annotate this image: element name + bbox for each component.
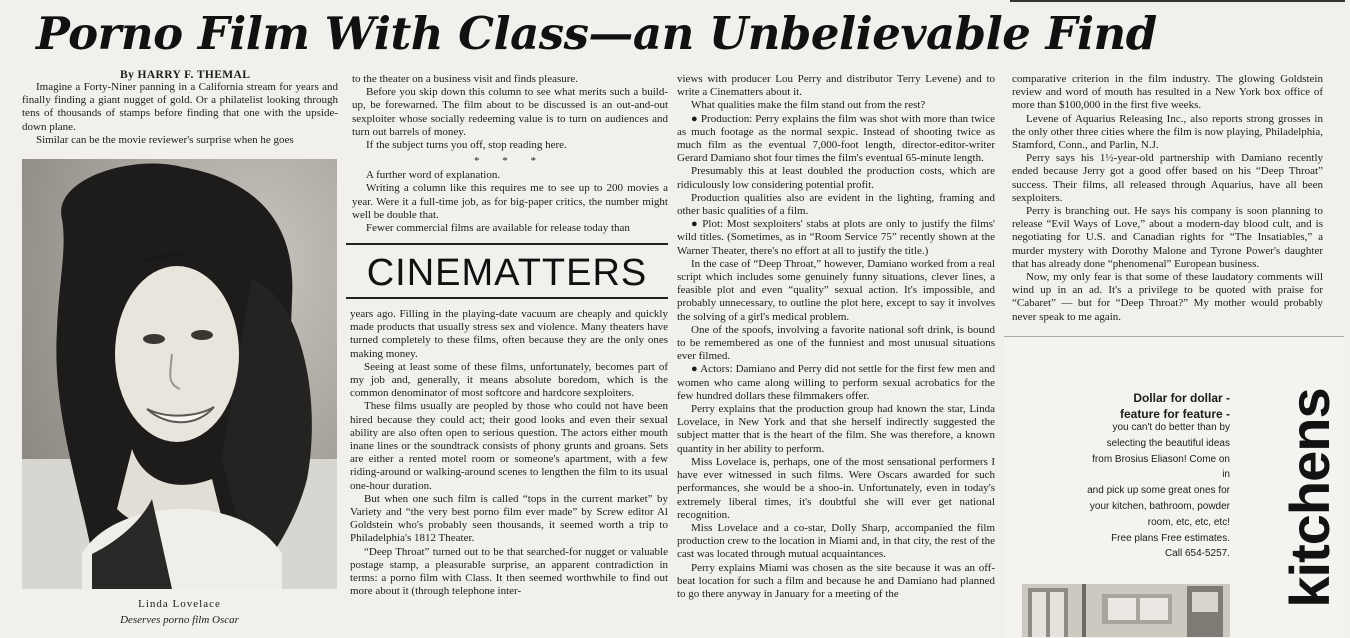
portrait-illustration bbox=[22, 159, 337, 589]
paragraph: comparative criterion in the film industry. The glowing Goldstein review and word of mouth has resulted in a New York box office of more than $100,000 in the first five weeks. bbox=[1012, 73, 1323, 112]
paragraph: Miss Lovelace is, perhaps, one of the most sensational performers I have ever witnessed in such films. Were Oscars awarded for such performances, she would be a shoo-in. Unfortunately, even in today's extremely liberal times, it's doubtful she will ever get national recognition. bbox=[677, 455, 995, 521]
paragraph: Seeing at least some of these films, unfortunately, becomes part of my job and, generally, it means absolute boredom, which is the common denominator of most softcore and hardcore sexploiters. bbox=[350, 360, 668, 400]
headline: Porno Film With Class—an Unbelievable Find bbox=[36, 7, 1157, 60]
article-column-1 bbox=[22, 81, 338, 147]
ad-line: room, etc, etc, etc! bbox=[1147, 516, 1230, 528]
paragraph: Production qualities also are evident in the lighting, framing and other basic qualities of a film. bbox=[677, 191, 995, 218]
paragraph: If the subject turns you off, stop reading here. bbox=[366, 139, 567, 152]
paragraph: Perry says his 1½-year-old partnership with Damiano recently ended because Jerry got a good offer based on his “Deep Throat” success. Their films, all released through Aquarius, have all been sexploiters. bbox=[1012, 152, 1323, 204]
paragraph: views with producer Lou Perry and distributor Terry Levene) and to write a Cinematters about it. bbox=[677, 73, 995, 99]
paragraph: But when one such film is called “tops in the current market” by Variety and “the very best porno film ever made” by Screw editor Al Goldstein who's probably seen thousands, it seemed worth a trip to Philadelphia's 1812 Theater. bbox=[350, 492, 668, 545]
top-rule bbox=[1010, 0, 1345, 2]
section-break-stars: * * * bbox=[474, 155, 546, 168]
paragraph: ● Actors: Damiano and Perry did not settle for the first few men and women who came along willing to perform sexual acrobatics for the few hundred dollars these filmmakers offer. bbox=[677, 363, 995, 402]
paragraph: Perry is branching out. He says his company is soon planning to release “Evil Ways of Love,” about a modern-day blood cult, and is negotiating for U.S. and Canadian rights for “The Insatiables,” a murder mystery with Dorothy Malone and Tyrone Power's daughter that has already done “phenomenal” European business. bbox=[1012, 205, 1323, 270]
paragraph: Presumably this at least doubled the production costs, which are ridiculously low considering potential profit. bbox=[677, 165, 995, 191]
byline: By HARRY F. THEMAL bbox=[120, 69, 251, 81]
ad-vertical-word: kitchens bbox=[1278, 388, 1341, 608]
paragraph: to the theater on a business visit and finds pleasure. bbox=[352, 73, 579, 85]
article-column-3 bbox=[677, 73, 995, 601]
ad-line: selecting the beautiful ideas bbox=[1106, 437, 1230, 449]
article-column-2-top bbox=[352, 73, 668, 235]
paragraph: Fewer commercial films are available for release today than bbox=[366, 222, 630, 235]
paragraph: What qualities make the film stand out from the rest? bbox=[691, 99, 926, 112]
ad-line: your kitchen, bathroom, powder bbox=[1089, 500, 1230, 512]
paragraph: Before you skip down this column to see what merits such a build-up, be forewarned. The film about to be discussed is an out-and-out sexploiter whose socially redeeming value is to turn on audiences and turn out barrels of money. bbox=[352, 86, 668, 138]
paragraph: One of the spoofs, involving a favorite national soft drink, is bound to be remembered as one of the funniest and most unusual situations ever filmed. bbox=[677, 323, 995, 363]
ad-body bbox=[1078, 420, 1230, 562]
caption-name: Linda Lovelace bbox=[138, 598, 221, 610]
paragraph: Miss Lovelace and a co-star, Dolly Sharp, accompanied the film production crew to the location in Miami and, in that city, the rest of the cast was located through mutual acquaintances. bbox=[677, 521, 995, 561]
article-column-4 bbox=[1012, 73, 1323, 324]
paragraph: Imagine a Forty-Niner panning in a California stream for years and finally finding a giant nugget of gold. Or a philatelist looking through tens of thousands of stamps before finding that one with the upside-down plane. bbox=[22, 81, 338, 133]
ad-line: and pick up some great ones for bbox=[1087, 485, 1230, 497]
paragraph: A further word of explanation. bbox=[366, 169, 501, 182]
ad-line: Call 654-5257. bbox=[1164, 548, 1230, 560]
article-column-2-bottom bbox=[350, 308, 668, 598]
paragraph: Writing a column like this requires me to see up to 200 movies a year. Were it a full-time job, as for big-paper critics, the number might well be double that. bbox=[352, 182, 668, 221]
ad-line: from Brosius Eliason! Come on bbox=[1092, 453, 1230, 465]
caption-subtitle: Deserves porno film Oscar bbox=[120, 614, 239, 626]
paragraph: Now, my only fear is that some of these laudatory comments will wind up in an ad. It's a privilege to be quoted with praise for “Cabaret” — but for “Deep Throat?” My mother would probably never speak to me again. bbox=[1012, 271, 1323, 323]
ad-photo bbox=[1022, 584, 1230, 637]
ad-headline-line: Dollar for dollar - bbox=[1133, 391, 1230, 405]
ad-line: you can't do better than by bbox=[1112, 422, 1230, 433]
paragraph: Perry explains that the production group had known the star, Linda Lovelace, in New York and that she herself indirectly suggested the subject matter that is the heart of the film. She was therefore, a known quantity in her ability to perform. bbox=[677, 403, 995, 455]
column-title-rule-bottom bbox=[346, 297, 668, 299]
paragraph: These films usually are peopled by those who could not have been hired because they could act; their good looks and even their sexual ability are also often open to serious question. The actors either mouth inane lines or the soundtrack consists of phony grunts and groans. Sets are either a rented motel room or someone's apartment, with a few riding-around or walking-around scenes to lengthen the film to its usual one-hour duration. bbox=[350, 400, 668, 492]
portrait-photo bbox=[22, 159, 337, 589]
paragraph: ● Production: Perry explains the film was shot with more than twice as much footage as the normal sexpic. Instead of shooting twice as much film as the eventual 7,000-foot length, director-editor-writer Gerard Damiano shot four times the film's eventual 65-minute length. bbox=[677, 112, 995, 165]
paragraph: Similar can be the movie reviewer's surprise when he goes bbox=[36, 133, 294, 146]
column-title-rule-top bbox=[346, 243, 668, 245]
paragraph: years ago. Filling in the playing-date vacuum are cheaply and quickly made products that usually stress sex and violence. Many theaters have turned completely to these films, often because they are the only ones making money. bbox=[350, 308, 668, 360]
ad-line: in bbox=[1222, 469, 1230, 481]
paragraph: Levene of Aquarius Releasing Inc., also reports strong grosses in the only other three cities where the film is now playing, Philadelphia, Stamford, Conn., and Parlin, N.J. bbox=[1012, 112, 1323, 152]
ad-headline-line: feature for feature - bbox=[1119, 407, 1230, 421]
ad-photo-illustration bbox=[1022, 584, 1230, 637]
photo-caption bbox=[22, 596, 337, 628]
paragraph: ● Plot: Most sexploiters' stabs at plots are only to justify the films' wild titles. (Sometimes, as in “Room Service 75” recently shown at the Warner Theater, there's no effort at all to justify the title.) bbox=[677, 218, 995, 257]
paragraph: “Deep Throat” turned out to be that searched-for nugget or valuable postage stamp, a pleasurable surprise, an apparent contradiction in terms: a porno film with Class. It then seemed worthwhile to find out more about it (through telephone inter- bbox=[350, 545, 668, 598]
ad-line: Free plans Free estimates. bbox=[1111, 532, 1230, 544]
paragraph: Perry explains Miami was chosen as the site because it was an off-beat location for such a film and because he and Damiano had planned to go there anyway in January for a meeting of the bbox=[677, 561, 995, 600]
paragraph: In the case of “Deep Throat,” however, Damiano worked from a real script which includes some genuinely funny situations, clever lines, a feasible plot and even “quality” sexual action. It's impossible, and probably unnecessary, to outline the plot here, except to say it involves the solving of a girl's medical problem. bbox=[677, 257, 995, 323]
ad-headline bbox=[1100, 390, 1230, 422]
column-title: CINEMATTERS bbox=[366, 252, 648, 294]
